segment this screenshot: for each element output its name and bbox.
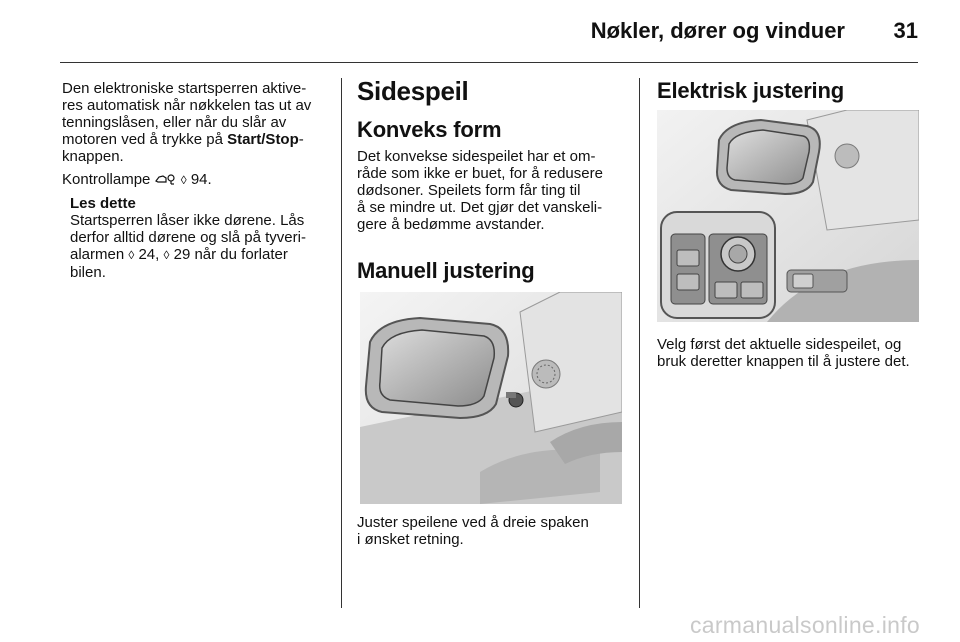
text-line: i ønsket retning.	[357, 531, 464, 548]
text-line: Juster speilene ved å dreie spaken	[357, 514, 589, 531]
control-lamp-line: Kontrollampe ◊ 94.	[62, 171, 212, 188]
text-line: Den elektroniske startsperren aktive-	[62, 80, 307, 97]
page-reference[interactable]: 24,	[138, 246, 164, 263]
page-reference[interactable]: 94.	[190, 171, 212, 188]
reference-arrow-icon: ◊	[163, 248, 170, 262]
text-line: derfor alltid dørene og slå på tyveri-	[70, 229, 306, 246]
text-line: Velg først det aktuelle sidespeilet, og	[657, 336, 902, 353]
text-line: gere å bedømme avstander.	[357, 216, 545, 233]
text-line: motoren ved å trykke på Start/Stop-	[62, 131, 304, 148]
section-heading: Sidespeil	[357, 76, 469, 106]
convex-paragraph	[357, 148, 637, 233]
immobiliser-paragraph	[62, 80, 332, 165]
text-line: bilen.	[70, 264, 106, 281]
reference-arrow-icon: ◊	[128, 248, 135, 262]
header-rule	[60, 62, 918, 63]
column-divider-1	[341, 78, 342, 608]
page-number: 31	[893, 18, 918, 43]
mirror-glass	[727, 130, 809, 184]
text-line: knappen.	[62, 148, 124, 165]
reference-arrow-icon: ◊	[180, 173, 187, 187]
text-line: tenningslåsen, eller når du slår av	[62, 114, 287, 131]
text-line: å se mindre ut. Det gjør det vanskeli-	[357, 199, 603, 216]
column-divider-2	[639, 78, 640, 608]
subheading-manual: Manuell justering	[357, 258, 535, 283]
mirror-glass	[380, 330, 495, 406]
text-line: dødsoner. Speilets form får ting til	[357, 182, 581, 199]
note-box	[62, 195, 332, 281]
subheading-convex: Konveks form	[357, 117, 502, 142]
note-title: Les dette	[70, 195, 136, 212]
text-line: Det konvekse sidespeilet har et om-	[357, 148, 596, 165]
watermark: carmanualsonline.info	[689, 612, 920, 638]
running-header-title: Nøkler, dører og vinduer	[590, 18, 845, 43]
text-line: bruk deretter knappen til å justere det.	[657, 353, 910, 370]
page-reference[interactable]: 29 når du forlater	[173, 246, 288, 263]
manual-caption	[357, 514, 637, 548]
start-stop-label: Start/Stop	[227, 131, 299, 148]
text-line: Startsperren låser ikke dørene. Lås	[70, 212, 305, 229]
text-line: res automatisk når nøkkelen tas ut av	[62, 97, 312, 114]
text-line: alarmen ◊ 24, ◊ 29 når du forlater	[70, 246, 288, 263]
electric-caption	[657, 336, 919, 370]
text-line: råde som ikke er buet, for å redusere	[357, 165, 603, 182]
immobiliser-lamp-icon	[155, 172, 177, 185]
column-1	[62, 80, 332, 281]
electric-mirror-illustration	[657, 110, 919, 322]
subheading-electric: Elektrisk justering	[657, 78, 844, 103]
manual-mirror-illustration	[360, 292, 622, 504]
